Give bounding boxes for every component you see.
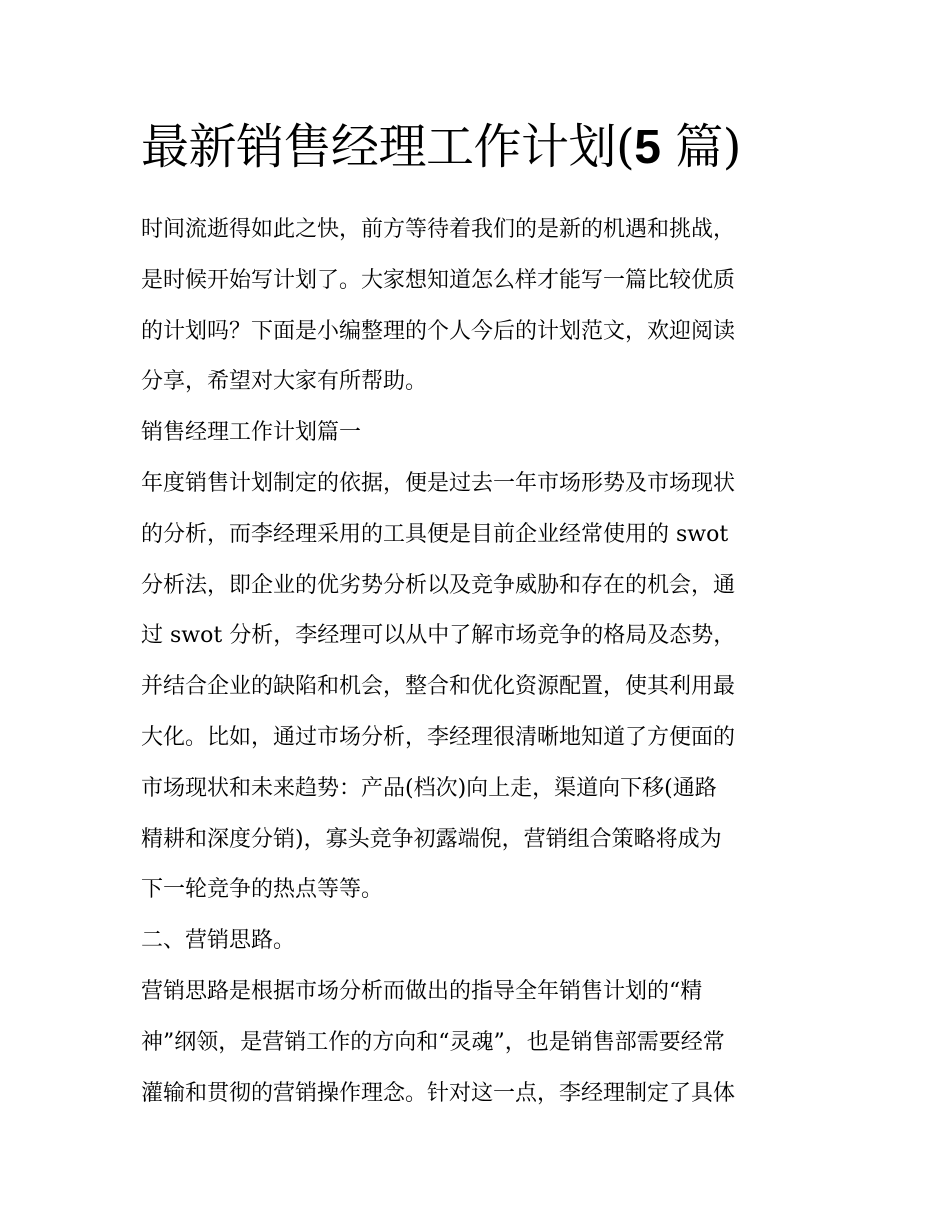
text-line: 时间流逝得如此之快，前方等待着我们的是新的机遇和挑战， (141, 217, 736, 242)
title-main: 最新销售经理工作计划( (141, 119, 635, 175)
text-line: 是时候开始写计划了。大家想知道怎么样才能写一篇比较优质 (141, 267, 736, 293)
text-line: 大化。比如，通过市场分析，李经理很清晰地知道了方便面的 (141, 724, 736, 750)
document-title (141, 112, 821, 183)
text-line: 下一轮竞争的热点等等。 (141, 877, 384, 903)
text-line: 精耕和深度分销)，寡头竞争初露端倪，营销组合策略将成为 (141, 826, 722, 852)
section-heading: 销售经理工作计划篇一 (141, 420, 362, 446)
text-line: 年度销售计划制定的依据，便是过去一年市场形势及市场现状 (141, 470, 736, 496)
text-line: 分享，希望对大家有所帮助。 (141, 369, 428, 395)
text-line: 过 swot 分析，李经理可以从中了解市场竞争的格局及态势， (141, 623, 736, 649)
text-line: 灌输和贯彻的营销操作理念。针对这一点，李经理制定了具体 (141, 1080, 736, 1106)
text-line: 分析法，即企业的优劣势分析以及竞争威胁和存在的机会，通 (141, 572, 736, 598)
section-heading: 二、营销思路。 (141, 928, 296, 954)
text-line: 的分析，而李经理采用的工具便是目前企业经常使用的 swot (141, 521, 729, 547)
text-line: 营销思路是根据市场分析而做出的指导全年销售计划的“精 (141, 978, 703, 1004)
title-count: 5 (634, 121, 661, 174)
document-body (141, 205, 821, 1119)
text-line: 市场现状和未来趋势：产品(档次)向上走，渠道向下移(通路 (141, 775, 717, 801)
text-line: 的计划吗？下面是小编整理的个人今后的计划范文，欢迎阅读 (141, 318, 736, 344)
title-end: 篇) (660, 119, 741, 175)
text-line: 并结合企业的缺陷和机会，整合和优化资源配置，使其利用最 (141, 674, 736, 700)
text-line: 神”纲领，是营销工作的方向和“灵魂”，也是销售部需要经常 (141, 1029, 725, 1055)
document-content (141, 112, 821, 1119)
